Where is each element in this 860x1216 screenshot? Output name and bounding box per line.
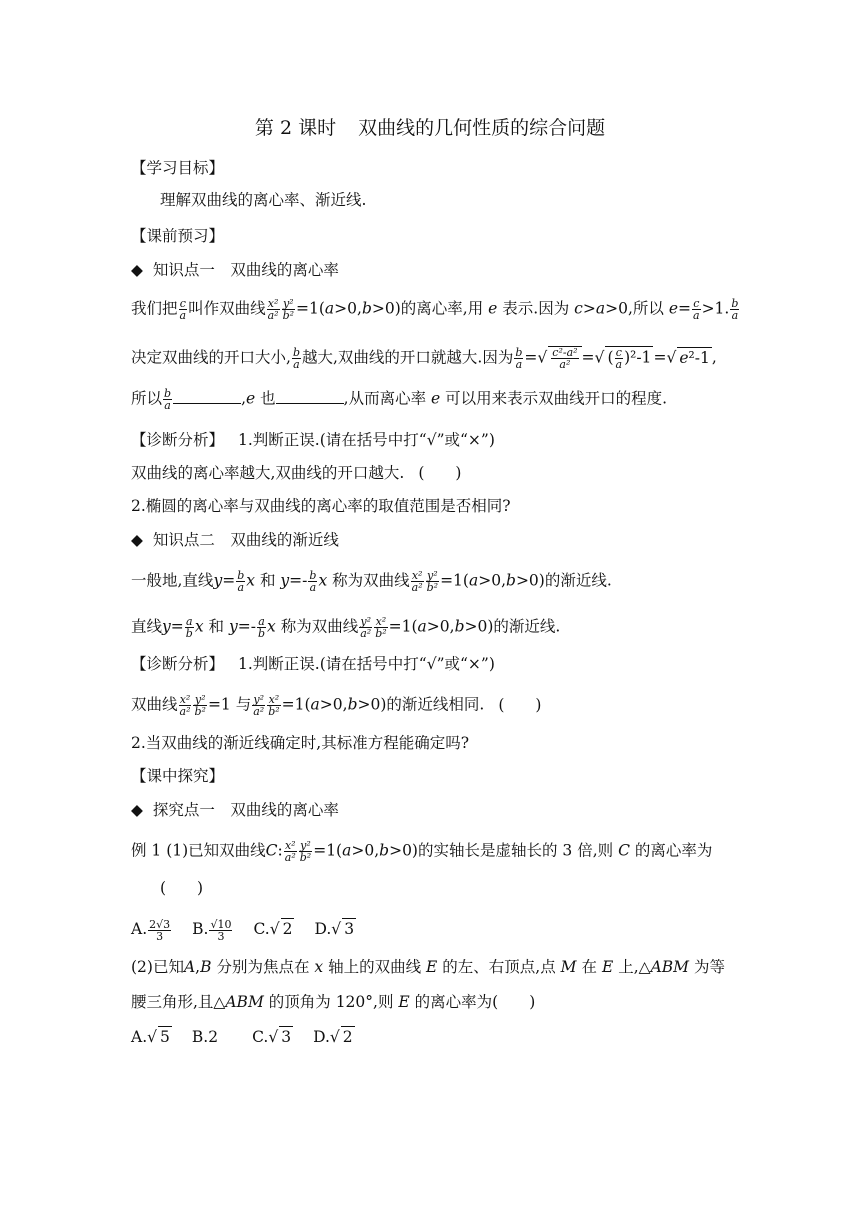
fraction-sqrt10-over-3: $\frac{√10}{3}$	[210, 917, 232, 943]
text: 的左、右顶点,点	[442, 958, 556, 976]
fraction-y2-a2: $\frac{\text{y²}}{\text{a²}}$	[253, 693, 265, 718]
text: 所以	[131, 389, 163, 408]
goals-header: 【学习目标】	[131, 159, 225, 177]
text: 一般地,直线	[131, 571, 214, 590]
text: (2)已知	[131, 958, 184, 976]
text: =1 与	[207, 695, 252, 714]
fraction-b-over-a: $\frac{b}{a}$	[237, 569, 245, 594]
diag1-question2: 2.椭圆的离心率与双曲线的离心率的取值范围是否相同?	[131, 497, 511, 515]
text: 叫作双曲线	[188, 299, 266, 318]
text: 双曲线	[131, 695, 178, 714]
fraction-b-over-a: $\frac{b}{a}$	[515, 346, 523, 371]
text: 直线	[131, 617, 163, 636]
text: >0)的实轴长是虚轴长的 3 倍,则	[389, 841, 614, 860]
text: >0,所以	[605, 299, 664, 318]
choice-label: C.	[253, 920, 270, 938]
text: =1(	[313, 841, 343, 860]
text: >0)的渐近线.	[515, 571, 612, 590]
text: =1(	[281, 695, 311, 714]
choice-label: D.	[313, 1028, 330, 1046]
diag2-header: 【诊断分析】	[131, 655, 225, 673]
ex1-header	[131, 800, 339, 820]
fraction-a-over-b: $\frac{a}{b}$	[257, 615, 266, 640]
kp1-header	[131, 260, 339, 280]
choice-label: D.	[314, 920, 332, 938]
text: 双曲线的离心率越大,双曲线的开口越大.	[131, 464, 405, 482]
text: 为等	[693, 958, 725, 976]
text: ,	[241, 389, 246, 408]
text: 的离心率为( )	[414, 993, 536, 1011]
fraction-c-over-a: $\frac{c}{a}$	[615, 346, 623, 371]
fraction-x2-a2: $\frac{\text{x²}}{\text{a²}}$	[411, 569, 423, 594]
text: ,从而离心率	[343, 389, 427, 408]
fraction-x2-a2: $\frac{\text{x²}}{\text{a²}}$	[284, 839, 296, 864]
diamond-bullet-icon: ◆	[131, 531, 143, 549]
choice-label: A.	[131, 920, 148, 938]
kp2-header	[131, 530, 339, 550]
fraction-x2-a2: $\frac{\text{x²}}{\text{a²}}$	[179, 693, 191, 718]
text: 称为双曲线	[332, 571, 410, 590]
fraction-y2-b2: $\frac{\text{y²}}{\text{b²}}$	[426, 569, 439, 594]
kp2-header-text: 知识点二 双曲线的渐近线	[152, 531, 339, 549]
diag1-line	[131, 430, 495, 450]
fraction-y2-b2: $\frac{\text{y²}}{\text{b²}}$	[299, 839, 312, 864]
text: >0)的渐近线.	[464, 617, 561, 636]
ex1-choices: A. $\frac{2√3}{3}$ B. $\frac{√10}{3}$ C.√ 2 D.√ 3	[131, 917, 355, 943]
fraction-y2-b2: $\frac{\text{y²}}{\text{b²}}$	[282, 297, 295, 322]
fraction-y2-b2: $\frac{\text{y²}}{\text{b²}}$	[194, 693, 206, 718]
inclass-header: 【课中探究】	[131, 767, 225, 785]
goals-text: 理解双曲线的离心率、渐近线.	[160, 191, 367, 209]
fill-blank[interactable]	[173, 389, 241, 404]
kp1-header-text: 知识点一 双曲线的离心率	[152, 261, 339, 279]
text: 越大,双曲线的开口就越大.因为	[301, 348, 514, 367]
fraction-b-over-a: $\frac{b}{a}$	[292, 346, 300, 371]
text: 轴上的双曲线	[328, 958, 422, 976]
text: >0,	[319, 695, 348, 714]
diag2-question2: 2.当双曲线的渐近线确定时,其标准方程能确定吗?	[131, 734, 470, 752]
text: 可以用来表示双曲线开口的程度.	[445, 389, 668, 408]
choice-label: A.	[131, 1028, 148, 1046]
lesson-topic: 双曲线的几何性质的综合问题	[358, 117, 606, 139]
answer-paren[interactable]: ( )	[498, 695, 542, 714]
text: 例 1 (1)已知双曲线	[131, 841, 266, 860]
fraction-b-over-a: $\frac{b}{a}$	[164, 387, 172, 412]
choice-label: B.	[192, 920, 209, 938]
diag1-header: 【诊断分析】	[131, 431, 225, 449]
fraction-b-over-a: $\frac{b}{a}$	[731, 297, 739, 322]
text: 腰三角形,且△	[131, 993, 226, 1011]
text: >0,	[351, 841, 380, 860]
fraction-2sqrt3-over-3: $\frac{2√3}{3}$	[149, 917, 171, 943]
text: 和	[259, 571, 276, 590]
diamond-bullet-icon: ◆	[131, 801, 143, 819]
text: >0)的渐近线相同.	[357, 695, 485, 714]
kp1-line2: 决定双曲线的开口大小, $\frac{b}{a}$ 越大,双曲线的开口就越大.因为 $\frac{b}{a}$ =√ $\frac{\text{c²-a²}}{\text{a²}}$ =√ ( $\frac{c}{a}$ )²-1 =√ e²-1 ,	[131, 346, 717, 371]
fraction-a-over-b: $\frac{a}{b}$	[185, 615, 193, 640]
answer-paren[interactable]: ( )	[418, 464, 462, 482]
preview-header: 【课前预习】	[131, 227, 225, 245]
text: >0,	[334, 299, 362, 318]
text: 上,△	[618, 958, 651, 976]
ex1-question: 例 1 (1)已知双曲线C: $\frac{\text{x²}}{\text{a²}}$ $\frac{\text{y²}}{\text{b²}}$ =1(a>0,b>0)的实轴长是虚轴长的 3 倍,则 C 的离心率为	[131, 839, 713, 864]
diag1-statement	[131, 463, 462, 483]
diamond-bullet-icon: ◆	[131, 261, 143, 279]
text: 称为双曲线	[280, 617, 359, 636]
ex1-header-text: 探究点一 双曲线的离心率	[152, 801, 339, 819]
fraction-b-over-a: $\frac{b}{a}$	[309, 569, 317, 594]
kp1-line1: 我们把 $\frac{c}{a}$ 叫作双曲线 $\frac{\text{x²}}{\text{a²}}$ $\frac{\text{y²}}{\text{b²}}$ =1(a>0,b>0)的离心率,用 e 表示.因为 c>a>0,所以 e= $\frac{c}{a}$ >1. $\frac{b}{a}$	[131, 297, 739, 322]
kp2-line1: 一般地,直线y= $\frac{b}{a}$ x 和 y=- $\frac{b}{a}$ x 称为双曲线 $\frac{\text{x²}}{\text{a²}}$ $\frac{\text{y²}}{\text{b²}}$ =1(a>0,b>0)的渐近线.	[131, 569, 612, 594]
ex2-choices: A.√ 5 B.2 C.√ 3 D.√ 2	[131, 1028, 353, 1046]
diag1-question: 1.判断正误.(请在括号中打“√”或“×”)	[238, 431, 495, 449]
kp2-line2: 直线y= $\frac{a}{b}$ x 和 y=- $\frac{a}{b}$ x 称为双曲线 $\frac{\text{y²}}{\text{a²}}$ $\frac{\text{x²}}{\text{b²}}$ =1(a>0,b>0)的渐近线.	[131, 615, 561, 640]
text: 表示.因为	[502, 299, 570, 318]
text: 决定双曲线的开口大小,	[131, 348, 291, 367]
diag2-statement: 双曲线 $\frac{\text{x²}}{\text{a²}}$ $\frac{\text{y²}}{\text{b²}}$ =1 与 $\frac{\text{y²}}{\text{a²}}$ $\frac{\text{x²}}{\text{b²}}$ =1(a>0,b>0)的渐近线相同. ( )	[131, 693, 542, 718]
fraction-c-over-a: $\frac{c}{a}$	[179, 297, 187, 322]
text: 我们把	[131, 299, 178, 318]
text: >0)的离心率,用	[371, 299, 484, 318]
text: 在	[581, 958, 597, 976]
fill-blank[interactable]	[276, 389, 344, 404]
fraction-c-over-a: $\frac{c}{a}$	[693, 297, 700, 322]
fraction-y2-a2: $\frac{\text{y²}}{\text{a²}}$	[360, 615, 372, 640]
choice-label: C.	[252, 1028, 269, 1046]
fraction-x2-b2: $\frac{\text{x²}}{\text{b²}}$	[375, 615, 387, 640]
page-title	[0, 116, 860, 140]
ex1-answer-paren[interactable]: ( )	[160, 879, 204, 897]
ex2-line1: (2)已知A,B 分别为焦点在 x 轴上的双曲线 E 的左、右顶点,点 M 在 E 上,△ABM 为等	[131, 958, 725, 976]
text: =1(	[388, 617, 418, 636]
ex2-line2: 腰三角形,且△ABM 的顶角为 120°,则 E 的离心率为( )	[131, 993, 536, 1011]
text: 的离心率为	[634, 841, 713, 860]
kp1-line3: 所以 $\frac{b}{a}$ ,e 也 ,从而离心率 e 可以用来表示双曲线开口的程度.	[131, 387, 668, 412]
text: 和	[208, 617, 225, 636]
text: 分别为焦点在	[216, 958, 310, 976]
text: >0,	[426, 617, 455, 636]
fraction-c2-minus-a2: $\frac{\text{c²-a²}}{\text{a²}}$	[552, 346, 578, 371]
text: >0,	[478, 571, 506, 590]
diag2-question: 1.判断正误.(请在括号中打“√”或“×”)	[238, 655, 495, 673]
fraction-x2-a2: $\frac{\text{x²}}{\text{a²}}$	[267, 297, 279, 322]
text: 的顶角为 120°,则	[268, 993, 394, 1011]
text: 也	[260, 389, 276, 408]
text: =1(	[440, 571, 469, 590]
choice-label: B.2	[191, 1028, 219, 1046]
lesson-number: 第 2 课时	[254, 117, 337, 139]
diag2-line	[131, 654, 495, 674]
fraction-x2-b2: $\frac{\text{x²}}{\text{b²}}$	[268, 693, 280, 718]
text: =1(	[296, 299, 325, 318]
